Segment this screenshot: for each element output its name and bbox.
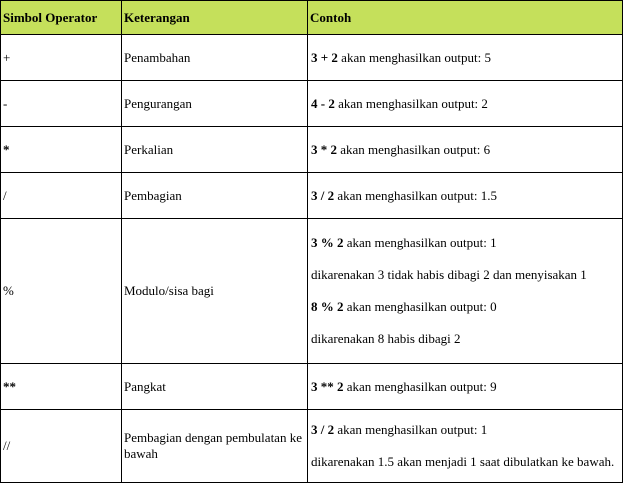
example-expression: 8 % 2 <box>311 299 344 314</box>
header-description: Keterangan <box>122 1 308 35</box>
table-row <box>1 173 623 219</box>
example-text: akan menghasilkan output: 1 <box>343 235 497 250</box>
example-text: akan menghasilkan output: 0 <box>343 299 497 314</box>
operator-example <box>308 127 623 173</box>
example-text: akan menghasilkan output: 1 <box>334 422 488 437</box>
operator-description: Pembagian <box>122 173 308 219</box>
example-expression: 3 ** 2 <box>311 378 344 394</box>
example-text: akan menghasilkan output: 5 <box>337 49 492 65</box>
operator-example <box>308 81 623 127</box>
operator-description: Pembagian dengan pembulatan ke bawah <box>122 410 308 483</box>
operator-example <box>308 35 623 81</box>
operator-symbol: * <box>1 127 122 173</box>
operator-symbol: ** <box>1 364 122 410</box>
example-expression: 3 * 2 <box>311 141 337 157</box>
table-row <box>1 219 623 364</box>
operator-symbol: // <box>1 410 122 483</box>
table-row <box>1 410 623 483</box>
operator-example <box>308 364 623 410</box>
operator-description: Pangkat <box>122 364 308 410</box>
table-row <box>1 364 623 410</box>
example-expression: 3 / 2 <box>311 422 335 437</box>
example-note: dikarenakan 1.5 akan menjadi 1 saat dibulatkan ke bawah. <box>311 454 615 469</box>
operator-description: Penambahan <box>122 35 308 81</box>
header-example: Contoh <box>308 1 623 35</box>
example-text: akan menghasilkan output: 1.5 <box>334 187 497 203</box>
example-text: akan menghasilkan output: 6 <box>337 141 491 157</box>
example-note: dikarenakan 8 habis dibagi 2 <box>311 331 461 346</box>
example-expression: 3 / 2 <box>311 187 335 203</box>
operator-example <box>308 410 623 483</box>
example-expression: 3 % 2 <box>311 235 344 250</box>
operator-symbol: + <box>1 35 122 81</box>
operator-symbol: - <box>1 81 122 127</box>
example-expression: 4 - 2 <box>311 95 335 111</box>
example-expression: 3 + 2 <box>311 49 338 65</box>
operator-symbol: / <box>1 173 122 219</box>
table-row <box>1 35 623 81</box>
header-row <box>1 1 623 35</box>
table-row <box>1 81 623 127</box>
operator-symbol: % <box>1 219 122 364</box>
example-text: akan menghasilkan output: 9 <box>343 378 497 394</box>
operator-description: Pengurangan <box>122 81 308 127</box>
header-symbol: Simbol Operator <box>1 1 122 35</box>
table-row <box>1 127 623 173</box>
example-note: dikarenakan 3 tidak habis dibagi 2 dan menyisakan 1 <box>311 267 587 282</box>
operator-description: Modulo/sisa bagi <box>122 219 308 364</box>
example-text: akan menghasilkan output: 2 <box>334 95 488 111</box>
operator-description: Perkalian <box>122 127 308 173</box>
operator-example <box>308 173 623 219</box>
operator-example <box>308 219 623 364</box>
